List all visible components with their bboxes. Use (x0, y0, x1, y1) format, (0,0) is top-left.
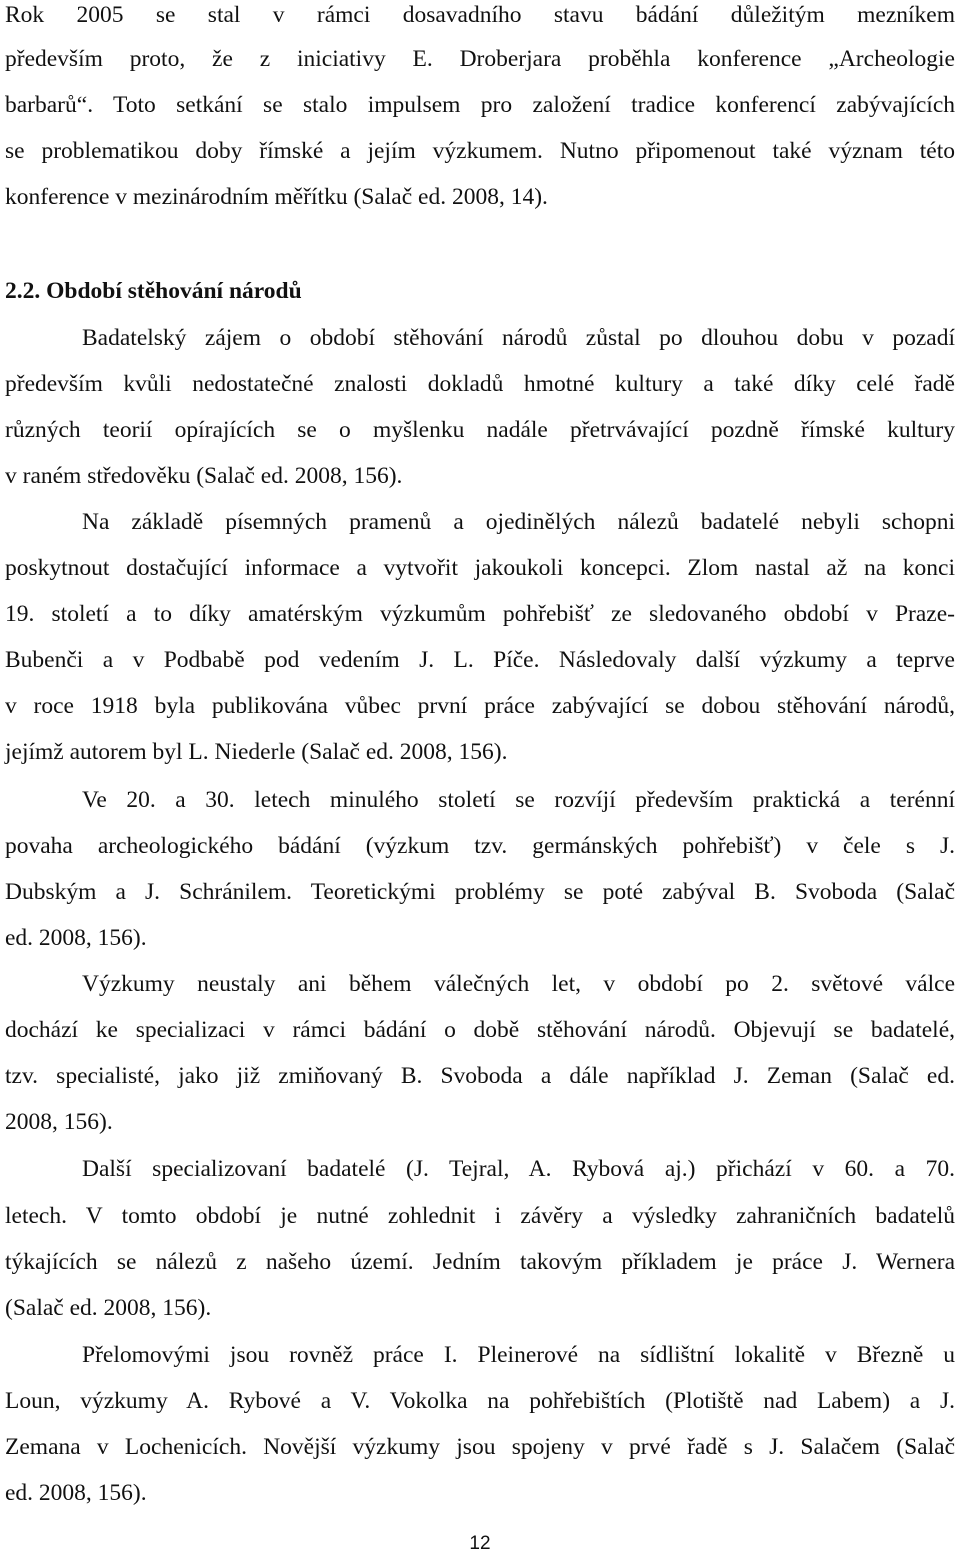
text-line: barbarů“. Toto setkání se stalo impulsem pro založení tradice konferencí zabývajících (5, 92, 955, 118)
text-line: Na základě písemných pramenů a ojedinělých nálezů badatelé nebyli schopni (82, 509, 955, 535)
text-line: ed. 2008, 156). (5, 925, 147, 951)
text-line: konference v mezinárodním měřítku (Salač ed. 2008, 14). (5, 184, 548, 210)
text-line: tzv. specialisté, jako již zmiňovaný B. Svoboda a dále například J. Zeman (Salač ed. (5, 1063, 955, 1089)
text-line: Loun, výzkumy A. Rybové a V. Vokolka na pohřebištích (Plotiště nad Labem) a J. (5, 1388, 955, 1414)
text-line: 2008, 156). (5, 1109, 113, 1135)
text-line: ed. 2008, 156). (5, 1480, 147, 1506)
text-line: Rok 2005 se stal v rámci dosavadního stavu bádání důležitým mezníkem (5, 2, 955, 28)
text-line: Výzkumy neustaly ani během válečných let, v období po 2. světové válce (82, 971, 955, 997)
text-line: především proto, že z iniciativy E. Droberjara proběhla konference „Archeologie (5, 46, 955, 72)
text-line: Přelomovými jsou rovněž práce I. Pleinerové na sídlištní lokalitě v Březně u (82, 1342, 955, 1368)
text-line: Badatelský zájem o období stěhování národů zůstal po dlouhou dobu v pozadí (82, 325, 955, 351)
text-line: jejímž autorem byl L. Niederle (Salač ed. 2008, 156). (5, 739, 508, 765)
text-line: různých teorií opírajících se o myšlenku nadále přetrvávající pozdně římské kultury (5, 417, 955, 443)
text-line: letech. V tomto období je nutné zohlednit i závěry a výsledky zahraničních badatelů (5, 1203, 955, 1229)
text-line: povaha archeologického bádání (výzkum tzv. germánských pohřebišť) v čele s J. (5, 833, 955, 859)
page-number: 12 (469, 1533, 491, 1554)
text-line: Dubským a J. Schránilem. Teoretickými problémy se poté zabýval B. Svoboda (Salač (5, 879, 955, 905)
section-heading: 2.2. Období stěhování národů (5, 278, 302, 304)
text-line: Bubenči a v Podbabě pod vedením J. L. Píče. Následovaly další výzkumy a teprve (5, 647, 955, 673)
text-line: (Salač ed. 2008, 156). (5, 1295, 212, 1321)
text-line: Zemana v Lochenicích. Novější výzkumy jsou spojeny v prvé řadě s J. Salačem (Salač (5, 1434, 955, 1460)
text-line: v roce 1918 byla publikována vůbec první práce zabývající se dobou stěhování národů, (5, 693, 955, 719)
text-line: týkajících se nálezů z našeho území. Jedním takovým příkladem je práce J. Wernera (5, 1249, 955, 1275)
text-line: dochází ke specializaci v rámci bádání o době stěhování národů. Objevují se badatelé, (5, 1017, 955, 1043)
text-line: poskytnout dostačující informace a vytvořit jakoukoli koncepci. Zlom nastal až na konci (5, 555, 955, 581)
text-line: především kvůli nedostatečné znalosti dokladů hmotné kultury a také díky celé řadě (5, 371, 955, 397)
text-line: Ve 20. a 30. letech minulého století se rozvíjí především praktická a terénní (82, 787, 955, 813)
text-line: se problematikou doby římské a jejím výzkumem. Nutno připomenout také význam této (5, 138, 955, 164)
text-line: 19. století a to díky amatérským výzkumům pohřebišť ze sledovaného období v Praze- (5, 601, 955, 627)
text-line: v raném středověku (Salač ed. 2008, 156). (5, 463, 403, 489)
text-line: Další specializovaní badatelé (J. Tejral, A. Rybová aj.) přichází v 60. a 70. (82, 1156, 955, 1182)
